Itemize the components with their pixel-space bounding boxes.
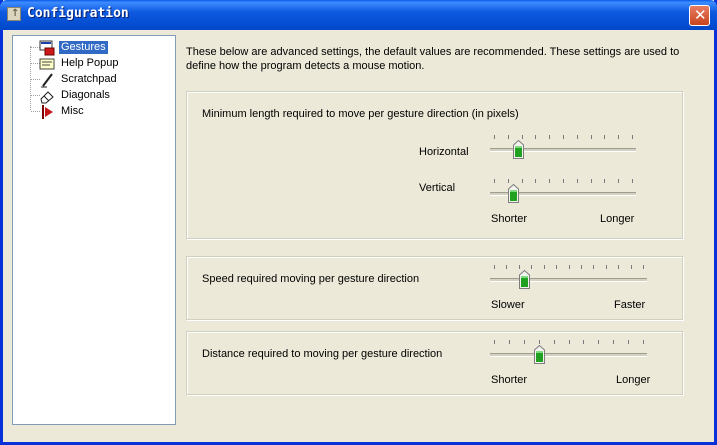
tree-item-label: Gestures (61, 41, 106, 53)
slider-tick (632, 135, 633, 139)
slider-tick (531, 265, 532, 269)
slider-tick (581, 265, 582, 269)
distance-group-title: Distance required to moving per gesture direction (202, 348, 443, 360)
slider-tick (593, 265, 594, 269)
slider-tick (549, 135, 550, 139)
slider-tick (556, 265, 557, 269)
slider-tick (535, 135, 536, 139)
slider-tick (606, 265, 607, 269)
slider-tick (598, 340, 599, 344)
slider-tick (618, 179, 619, 183)
slider-tick (539, 340, 540, 344)
length-group (186, 91, 683, 239)
slider-tick (519, 265, 520, 269)
slider-tick (535, 179, 536, 183)
slider-tick (494, 265, 495, 269)
horizontal-slider[interactable] (490, 135, 636, 161)
slider-tick (522, 135, 523, 139)
slider-tick (591, 135, 592, 139)
distance-group (186, 331, 683, 395)
slider-thumb[interactable] (519, 270, 530, 289)
distance-max-label: Longer (616, 374, 651, 386)
slider-tick (563, 135, 564, 139)
slider-tick (643, 265, 644, 269)
speed-slider[interactable] (490, 265, 647, 291)
pen-icon (39, 72, 55, 88)
slider-tick (569, 340, 570, 344)
slider-tick (494, 340, 495, 344)
slider-tick (618, 135, 619, 139)
slider-tick (631, 265, 632, 269)
speed-group (186, 256, 683, 320)
tree-guide-line (30, 46, 31, 110)
length-min-label: Shorter (491, 213, 528, 225)
slider-tick (494, 135, 495, 139)
slider-tick (628, 340, 629, 344)
horizontal-label: Horizontal (419, 146, 469, 158)
tree-item-label: Misc (61, 105, 84, 117)
eraser-icon (39, 88, 55, 104)
slider-thumb[interactable] (508, 184, 519, 203)
settings-tree[interactable] (12, 35, 176, 425)
slider-tick (604, 179, 605, 183)
tree-item-label: Scratchpad (61, 73, 117, 85)
slider-tick (569, 265, 570, 269)
vertical-slider[interactable] (490, 179, 636, 205)
tree-item-label: Diagonals (61, 89, 110, 101)
slider-tick (549, 179, 550, 183)
slider-tick (544, 265, 545, 269)
slider-tick (591, 179, 592, 183)
slider-tick (613, 340, 614, 344)
distance-slider[interactable] (490, 340, 647, 366)
slider-tick (524, 340, 525, 344)
vertical-label: Vertical (419, 182, 456, 194)
length-group-title: Minimum length required to move per gesture direction (in pixels) (202, 108, 519, 120)
slider-tick (577, 179, 578, 183)
length-max-label: Longer (600, 213, 635, 225)
slider-tick (509, 340, 510, 344)
slider-tick (554, 340, 555, 344)
slider-tick (508, 135, 509, 139)
slider-tick (563, 179, 564, 183)
misc-icon (39, 104, 55, 120)
slider-tick (508, 179, 509, 183)
app-icon: ↑ (7, 7, 21, 21)
slider-tick (604, 135, 605, 139)
speed-max-label: Faster (614, 299, 646, 311)
window-title: Configuration (27, 6, 129, 21)
title-bar[interactable] (0, 0, 717, 30)
tree-item-label: Help Popup (61, 57, 119, 69)
slider-tick (522, 179, 523, 183)
slider-tick (506, 265, 507, 269)
slider-tick (632, 179, 633, 183)
speed-min-label: Slower (491, 299, 525, 311)
slider-thumb[interactable] (534, 345, 545, 364)
slider-thumb[interactable] (513, 140, 524, 159)
gestures-icon (39, 40, 55, 56)
close-icon: ✕ (694, 6, 707, 24)
speed-group-title: Speed required moving per gesture direction (202, 273, 420, 285)
slider-tick (643, 340, 644, 344)
distance-min-label: Shorter (491, 374, 528, 386)
slider-tick (494, 179, 495, 183)
slider-tick (583, 340, 584, 344)
slider-tick (577, 135, 578, 139)
close-button[interactable] (689, 5, 710, 26)
help-popup-icon (39, 56, 55, 72)
description-text: These below are advanced settings, the default values are recommended. These settings are used to define how the program detects a mouse motion. (186, 46, 680, 72)
slider-tick (618, 265, 619, 269)
